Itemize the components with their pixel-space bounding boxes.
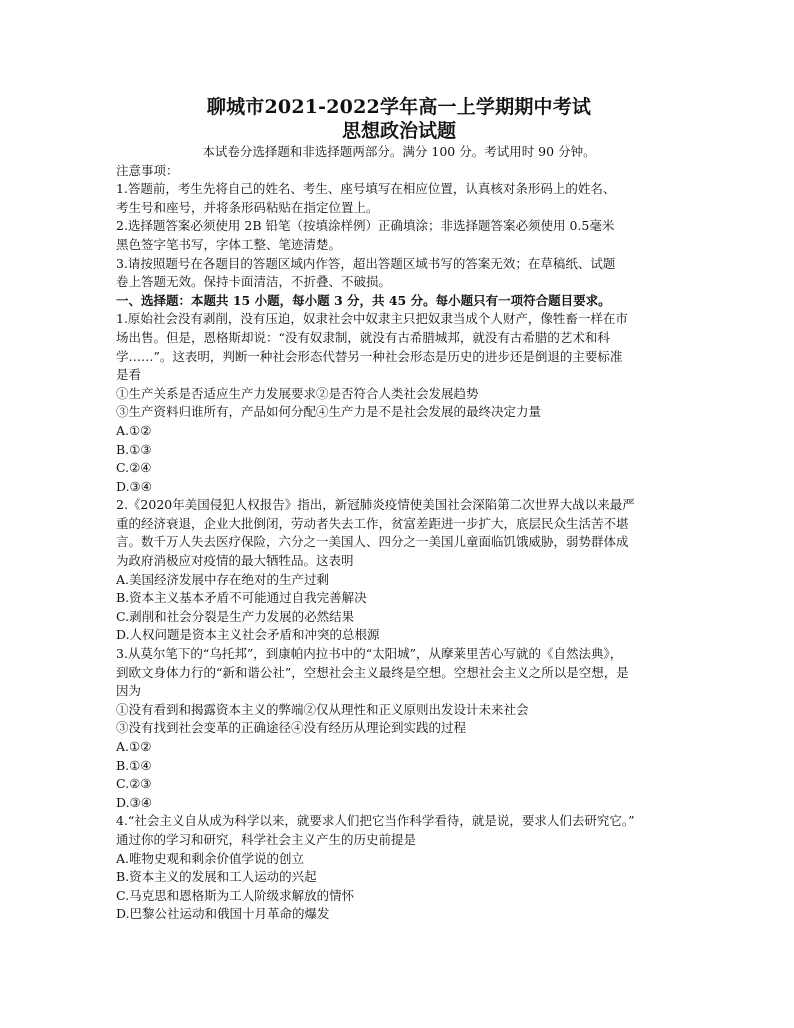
notes-line: 卷上答题无效。保持卡面清洁，不折叠、不破损。	[116, 274, 392, 290]
question-4-option-a: A.唯物史观和剩余价值学说的创立	[116, 850, 305, 866]
question-3-option-c: C.②③	[116, 776, 152, 792]
question-2-option-d: D.人权问题是资本主义社会矛盾和冲突的总根源	[116, 627, 380, 643]
section-heading: 一、选择题：本题共 15 小题，每小题 3 分，共 45 分。每小题只有一项符合题目要求。	[116, 292, 611, 308]
exam-page	[116, 96, 682, 924]
notes-line: 3.请按照题号在各题目的答题区域内作答，超出答题区域书写的答案无效；在草稿纸、试题	[116, 255, 616, 271]
question-2-option-b: B.资本主义基本矛盾不可能通过自我完善解决	[116, 590, 367, 606]
notes-line: 黑色签字笔书写，字体工整、笔迹清楚。	[116, 236, 342, 252]
question-3-stem: ①没有看到和揭露资本主义的弊端②仅从理性和正义原则出发设计未来社会	[116, 701, 529, 717]
question-4-stem: 4.“社会主义自从成为科学以来，就要求人们把它当作科学看待，就是说，要求人们去研究它。”	[116, 813, 635, 829]
question-1-stem: 是看	[116, 367, 142, 383]
notes-line: 1.答题前，考生先将自己的姓名、考生、座号填写在相应位置，认真核对条形码上的姓名、	[116, 181, 616, 197]
exam-subtitle: 思想政治试题	[341, 120, 456, 142]
question-2-stem: 为政府消极应对疫情的最大牺牲品。这表明	[116, 553, 354, 569]
question-2-stem: 言。数千万人失去医疗保险，六分之一美国人、四分之一美国儿童面临饥饿威胁，弱势群体成	[116, 534, 629, 550]
question-4-option-b: B.资本主义的发展和工人运动的兴起	[116, 869, 317, 885]
question-1-stem: 1.原始社会没有剥削，没有压迫，奴隶社会中奴隶主只把奴隶当成个人财产，像牲畜一样在市	[116, 311, 628, 327]
question-1-stem: ③生产资料归谁所有，产品如何分配④生产力是不是社会发展的最终决定力量	[116, 404, 542, 420]
question-4-option-d: D.巴黎公社运动和俄国十月革命的爆发	[116, 906, 330, 922]
question-1-option-c: C.②④	[116, 460, 152, 476]
question-1-stem: ①生产关系是否适应生产力发展要求②是否符合人类社会发展趋势	[116, 385, 479, 401]
notes-heading: 注意事项：	[116, 162, 179, 178]
question-3-option-b: B.①④	[116, 757, 152, 773]
question-3-option-d: D.③④	[116, 794, 152, 810]
question-3-stem: 到欧文身体力行的“新和谐公社”，空想社会主义最终是空想。空想社会主义之所以是空想，是	[116, 664, 629, 680]
question-2-stem: 2.《2020年美国侵犯人权报告》指出，新冠肺炎疫情使美国社会深陷第二次世界大战以来最严	[116, 497, 635, 513]
question-3-stem: 3.从莫尔笔下的“乌托邦”，到康帕内拉书中的“太阳城”，从摩莱里苦心写就的《自然法典》，	[116, 646, 623, 662]
question-3-option-a: A.①②	[116, 739, 152, 754]
question-1-option-a: A.①②	[116, 422, 152, 438]
question-3-stem: ③没有找到社会变革的正确途径④没有经历从理论到实践的过程	[116, 720, 467, 736]
question-1-stem: 学……”。这表明，判断一种社会形态代替另一种社会形态是历史的进步还是倒退的主要标准	[116, 348, 623, 364]
exam-title: 聊城市2021-2022学年高一上学期期中考试	[206, 96, 592, 118]
question-2-option-a: A.美国经济发展中存在绝对的生产过剩	[116, 571, 330, 587]
notes-line: 考生号和座号，并将条形码粘贴在指定位置上。	[116, 199, 379, 215]
exam-intro: 本试卷分选择题和非选择题两部分。满分 100 分。考试用时 90 分钟。	[202, 144, 596, 159]
question-4-option-c: C.马克思和恩格斯为工人阶级求解放的情怀	[116, 887, 355, 903]
question-3-stem: 因为	[116, 683, 142, 699]
question-2-option-c: C.剥削和社会分裂是生产力发展的必然结果	[116, 608, 355, 624]
question-1-option-b: B.①③	[116, 441, 152, 457]
question-4-stem: 通过你的学习和研究，科学社会主义产生的历史前提是	[116, 831, 417, 847]
question-1-option-d: D.③④	[116, 478, 152, 494]
question-1-stem: 场出售。但是，恩格斯却说：“没有奴隶制，就没有古希腊城邦，就没有古希腊的艺术和科	[116, 329, 610, 345]
notes-line: 2.选择题答案必须使用 2B 铅笔（按填涂样例）正确填涂；非选择题答案必须使用 0.5毫米	[116, 218, 615, 234]
question-2-stem: 重的经济衰退，企业大批倒闭，劳动者失去工作，贫富差距进一步扩大，底层民众生活苦不堪	[116, 515, 629, 531]
